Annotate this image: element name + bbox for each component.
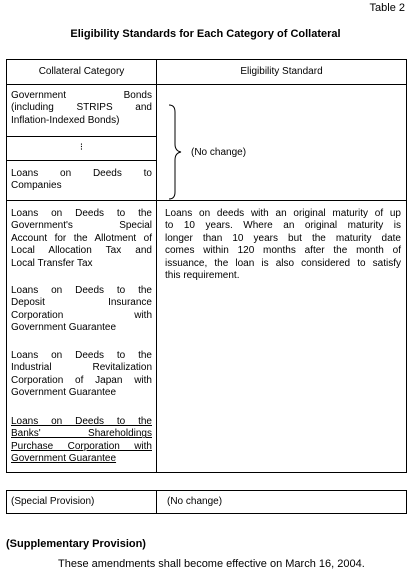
sp-border-left [6, 490, 7, 514]
table-border-header [6, 84, 407, 85]
category-banks-shareholdings [11, 416, 152, 466]
table-border-bottom [6, 472, 407, 473]
category-line: Local Allocation Tax and [11, 245, 152, 257]
standard-line: Loans on deeds with an original maturity of up [165, 208, 401, 219]
row-divider-full [6, 200, 407, 201]
category-line: Inflation-Indexed Bonds) [11, 114, 120, 126]
header-collateral-category: Collateral Category [38, 66, 125, 77]
category-line: Local Transfer Tax [11, 257, 93, 269]
maturity-standard [165, 208, 401, 282]
special-provision-value: (No change) [167, 496, 223, 507]
table-column-divider [156, 59, 157, 473]
standard-line: to 10 years. Where an original maturity is [165, 220, 401, 232]
category-line: Loans on Deeds to the [11, 285, 152, 296]
category-line: Government Guarantee [11, 322, 117, 334]
no-change-text: (No change) [191, 147, 247, 158]
page-title: Eligibility Standards for Each Category of Collateral [70, 28, 341, 40]
standard-line: longer than 10 years but the maturity date [165, 232, 401, 244]
category-line: Companies [11, 180, 62, 192]
category-line: Government Guarantee [11, 453, 117, 465]
category-industrial-revitalization [11, 350, 152, 400]
category-line: Government Guarantee [11, 387, 117, 399]
category-line: Banks' Shareholdings [11, 428, 152, 440]
category-line: Loans on Deeds to the [11, 416, 152, 427]
supplementary-heading: (Supplementary Provision) [6, 538, 146, 550]
category-line: Purchase Corporation with [11, 440, 152, 452]
sp-border-bottom [6, 513, 407, 514]
curly-brace-icon [166, 104, 186, 200]
category-line: Government Bonds [11, 90, 152, 101]
standard-line: this requirement. [165, 270, 240, 282]
category-special-account [11, 208, 152, 270]
vertical-ellipsis: ⁝ [79, 142, 84, 153]
category-line: Industrial Revitalization [11, 362, 152, 374]
category-deposit-insurance [11, 285, 152, 335]
sp-border-right [406, 490, 407, 514]
table-label: Table 2 [369, 2, 405, 14]
category-line: Account for the Allotment of [11, 232, 152, 244]
row-divider [6, 136, 156, 137]
table-border-top [6, 59, 407, 60]
category-line: Loans on Deeds to the [11, 350, 152, 361]
sp-border-top [6, 490, 407, 491]
category-government-bonds [11, 90, 152, 127]
category-line: Government's Special [11, 220, 152, 232]
category-line: Corporation of Japan with [11, 374, 152, 386]
sp-divider [156, 490, 157, 514]
category-line: (including STRIPS and [11, 102, 152, 114]
standard-line: issuance, the loan is also considered to satisfy [165, 257, 401, 269]
category-line: Loans on Deeds to the [11, 208, 152, 219]
row-divider [6, 160, 156, 161]
category-line: Corporation with [11, 309, 152, 321]
category-loans-companies [11, 168, 152, 193]
category-line: Loans on Deeds to [11, 168, 152, 179]
supplementary-text: These amendments shall become effective on March 16, 2004. [58, 558, 365, 570]
category-line: Deposit Insurance [11, 297, 152, 309]
header-eligibility-standard: Eligibility Standard [240, 66, 323, 77]
table-border-right [406, 59, 407, 473]
special-provision-label: (Special Provision) [11, 496, 95, 507]
table-border-left [6, 59, 7, 473]
standard-line: comes within 120 months after the month of [165, 245, 401, 257]
